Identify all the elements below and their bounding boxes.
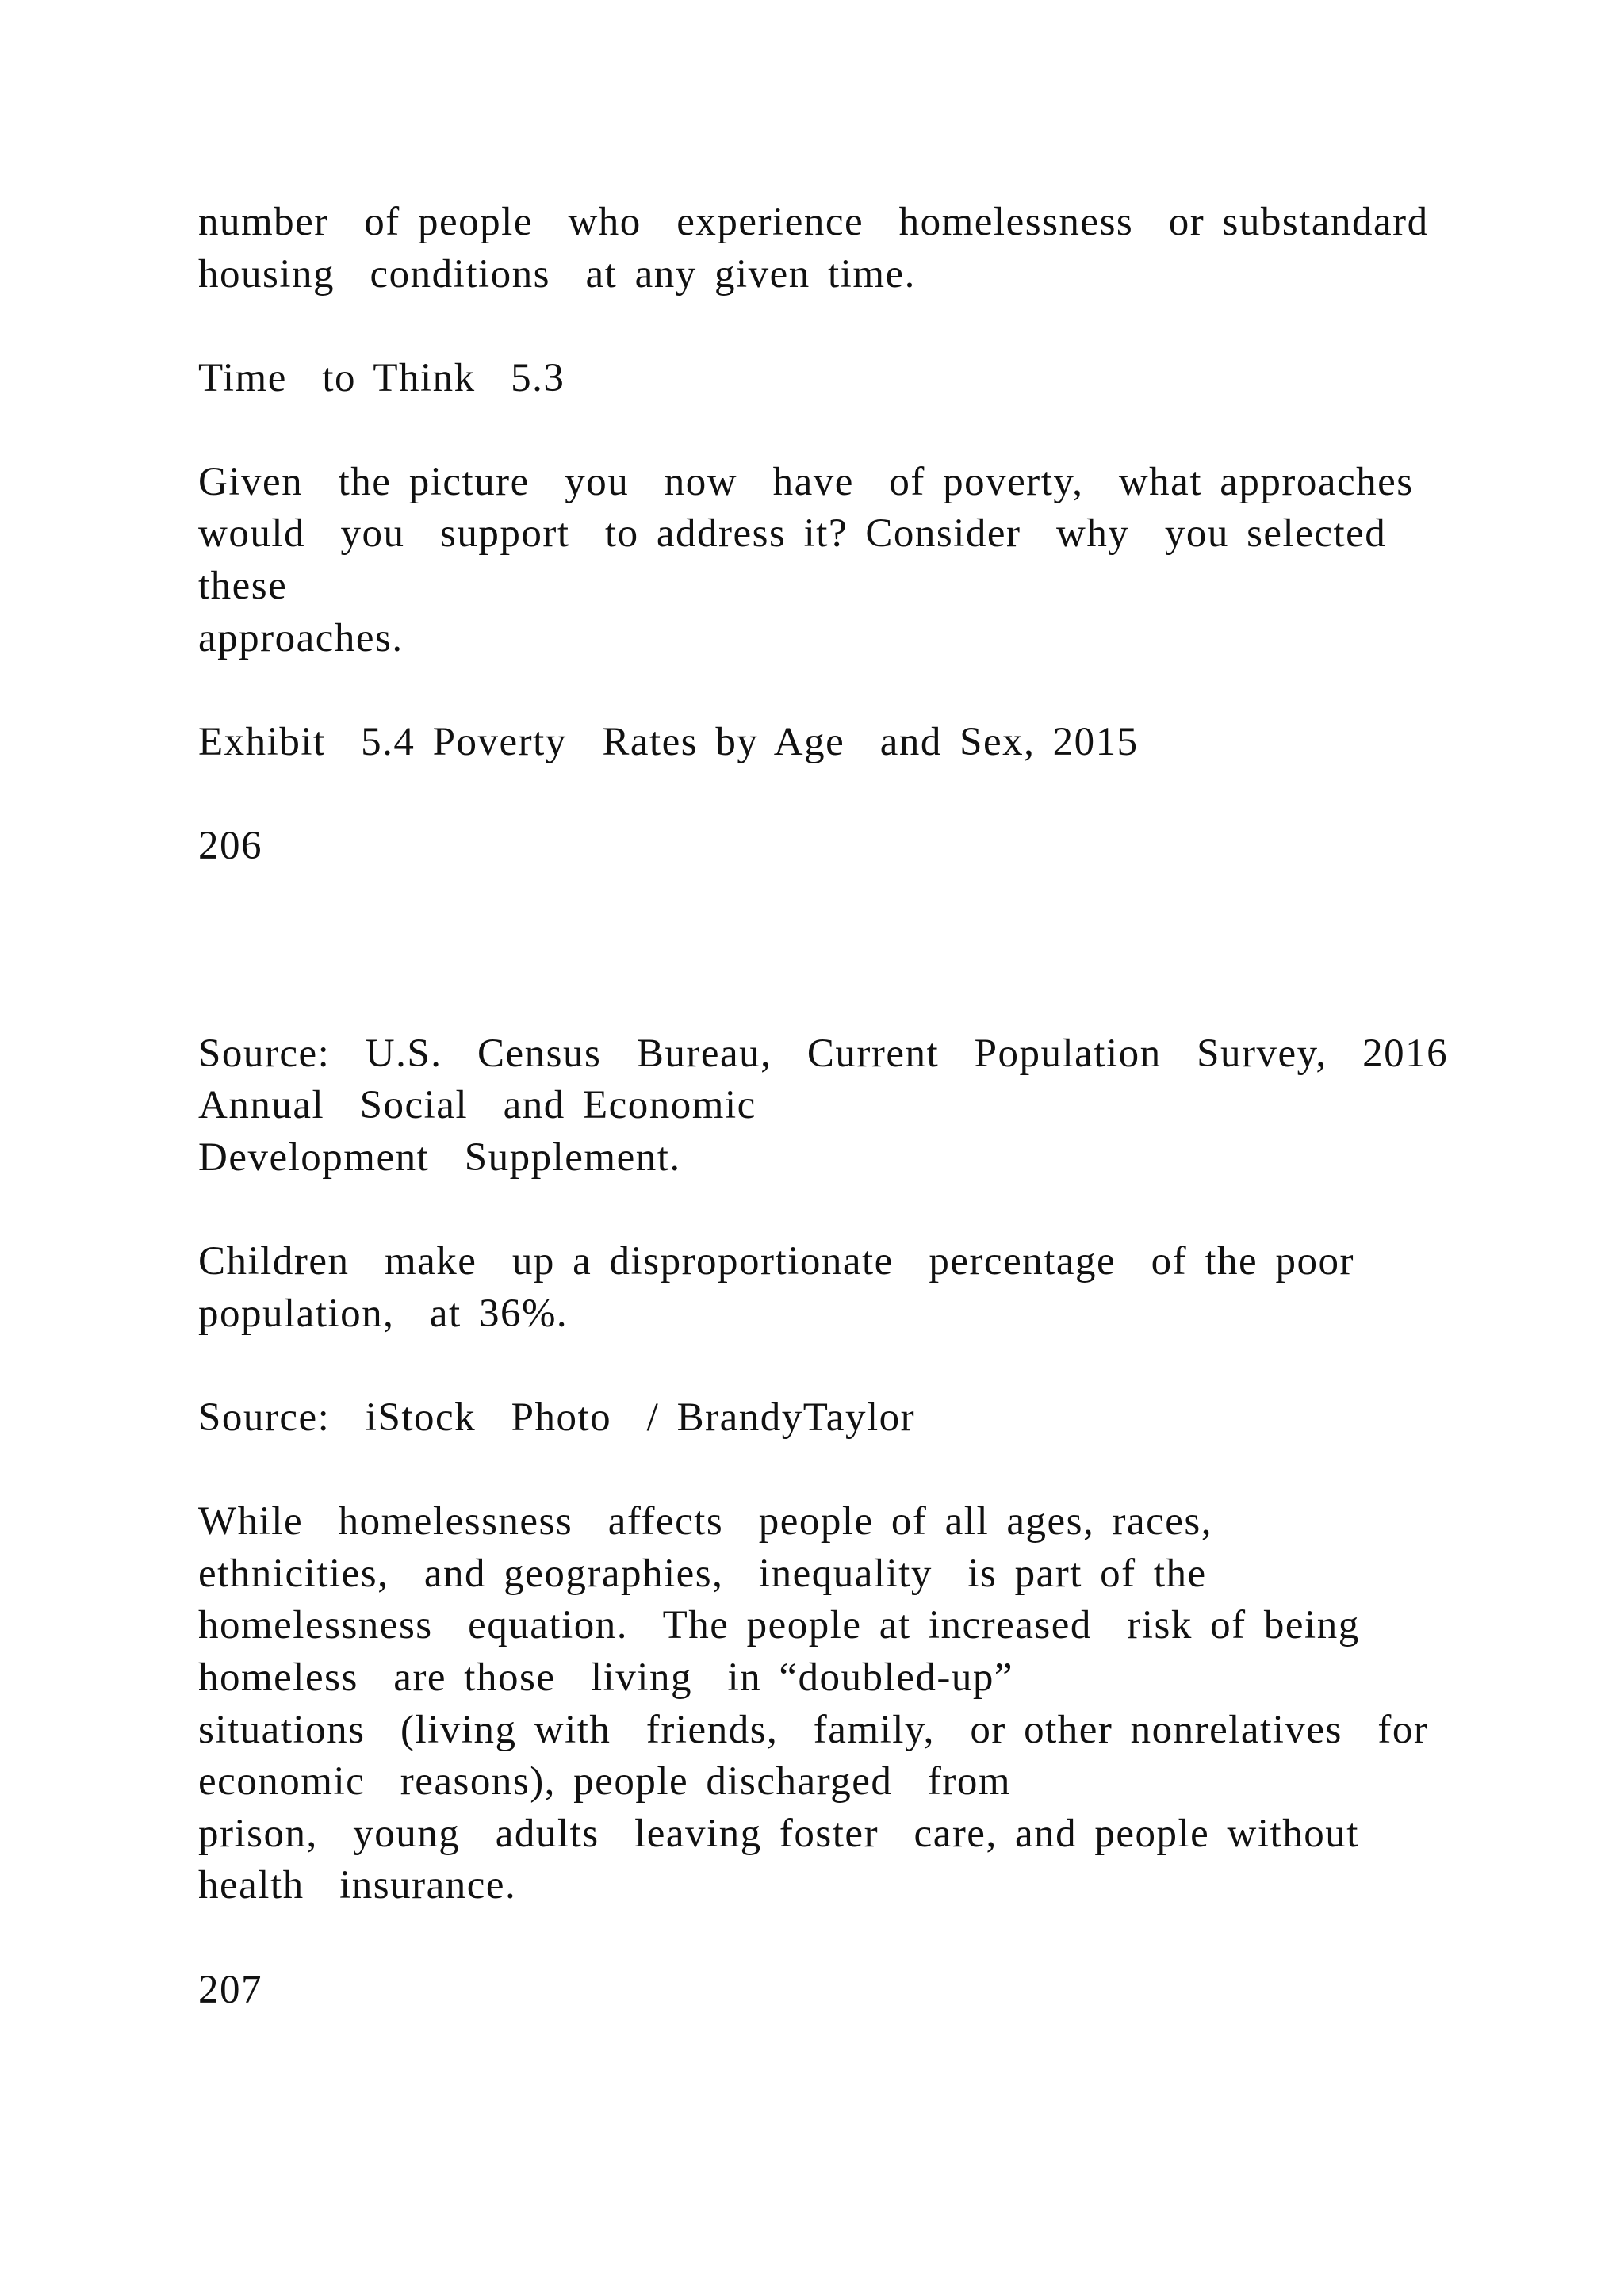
photo-source: Source: iStock Photo / BrandyTaylor [198,1395,916,1440]
time-to-think-line-2: would you support to address it? Consider why you selected [198,511,1387,556]
homelessness-line-4: homeless are those living in “doubled-up” [198,1655,1013,1700]
homelessness-line-2: ethnicities, and geographies, inequality is part of the [198,1552,1207,1596]
page-number-207: 207 [198,1968,262,2012]
homelessness-line-8: health insurance. [198,1863,517,1908]
intro-line-2: housing conditions at any given time. [198,252,916,297]
photo-caption-line-2: population, at 36%. [198,1292,569,1336]
time-to-think-line-3: these [198,564,288,608]
intro-line-1: number of people who experience homelessness or substandard [198,200,1429,244]
homelessness-line-7: prison, young adults leaving foster care, and people without [198,1812,1359,1856]
homelessness-line-5: situations (living with friends, family, or other nonrelatives for [198,1708,1429,1752]
photo-caption-line-1: Children make up a disproportionate percentage of the poor [198,1239,1354,1284]
exhibit-caption: Exhibit 5.4 Poverty Rates by Age and Sex, 2015 [198,720,1139,764]
time-to-think-line-1: Given the picture you now have of poverty, what approaches [198,460,1414,504]
homelessness-line-3: homelessness equation. The people at increased risk of being [198,1603,1360,1647]
homelessness-line-1: While homelessness affects people of all ages, races, [198,1499,1212,1544]
time-to-think-heading: Time to Think 5.3 [198,356,565,400]
page-number-206: 206 [198,824,262,868]
census-source-line-1: Source: U.S. Census Bureau, Current Population Survey, 2016 [198,1031,1449,1076]
census-source-line-3: Development Supplement. [198,1135,681,1180]
homelessness-line-6: economic reasons), people discharged from [198,1759,1011,1804]
time-to-think-line-4: approaches. [198,616,404,660]
census-source-line-2: Annual Social and Economic [198,1083,756,1127]
